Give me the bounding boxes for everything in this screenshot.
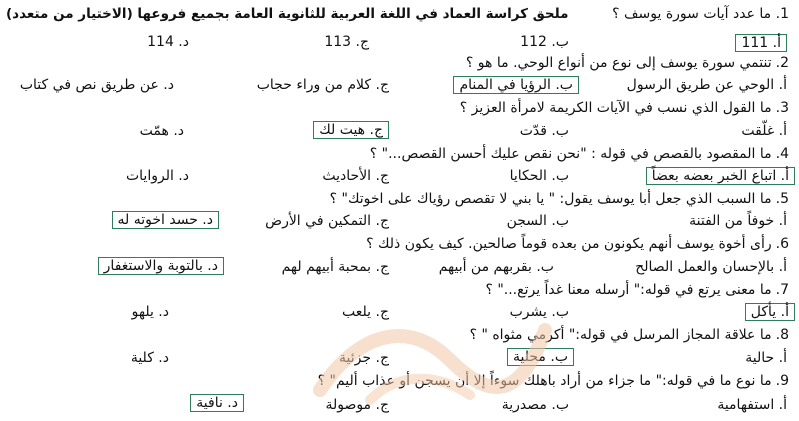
q2-option-d: د. عن طريق نص في كتاب (19, 77, 174, 93)
q6-option-b: ب. بقربهم من أبيهم (438, 259, 554, 275)
q5-option-a: أ. خوفاً من الفتنة (689, 213, 787, 229)
q6-option-d: د. بالتوبة والاستغفار (98, 257, 224, 275)
q8-option-d: د. كلية (130, 350, 169, 366)
q5-option-b: ب. السجن (506, 213, 569, 229)
q1-option-c: ج. 113 (324, 34, 369, 50)
question-3-number: 3. (775, 100, 789, 116)
question-7 (485, 282, 789, 298)
q6-option-a: أ. بالإحسان والعمل الصالح (635, 259, 787, 275)
question-9-number: 9. (775, 373, 789, 389)
q2-option-c: ج. كلام من وراء حجاب (256, 77, 389, 93)
header-row (0, 4, 799, 26)
question-2-number: 2. (775, 55, 789, 71)
q1-option-a: أ. 111 (735, 34, 787, 52)
question-3-text: ما القول الذي نسب في الآيات الكريمة لامرأة العزيز ؟ (459, 100, 772, 116)
q9-option-c: ج. موصولة (325, 397, 389, 413)
question-2 (466, 55, 789, 71)
q1-option-d: د. 114 (147, 34, 189, 50)
question-6-number: 6. (775, 236, 789, 252)
q3-option-a: أ. غلّقت (741, 123, 787, 139)
question-6-text: رأى أخوة يوسف أنهم يكونون من بعده قوماً صالحين. كيف يكون ذلك ؟ (366, 236, 772, 252)
question-9 (318, 373, 789, 389)
q4-option-c: ج. الأحاديث (322, 168, 389, 184)
q9-option-a: أ. استفهامية (717, 397, 787, 413)
q4-option-b: ب. الحكايا (509, 168, 569, 184)
question-2-text: تنتمي سورة يوسف إلى نوع من أنواع الوحي. ما هو ؟ (465, 55, 772, 71)
question-5-number: 5. (775, 191, 789, 207)
q6-option-c: ج. بمحبة أبيهم لهم (281, 259, 389, 275)
question-8-text: ما علاقة المجاز المرسل في قوله:" أكرمي مثواه " ؟ (469, 327, 772, 343)
question-4-text: ما المقصود بالقصص في قوله : "نحن نقص عليك أحسن القصص..." ؟ (369, 146, 772, 162)
question-3 (460, 100, 789, 116)
question-1-text: 1. ما عدد آيات سورة يوسف ؟ (612, 6, 789, 22)
question-9-text: ما نوع ما في قوله:" ما جزاء من أراد باهلك سوءاً إلا أن يسجن أو عذاب أليم" ؟ (317, 373, 772, 389)
q7-option-d: د. يلهو (131, 304, 169, 320)
question-8 (470, 327, 789, 343)
q8-option-b: ب. محلية (507, 348, 574, 366)
q2-option-b: ب. الرؤيا في المنام (453, 76, 579, 94)
q8-option-c: ج. جزئية (339, 350, 389, 366)
question-5 (330, 191, 789, 207)
question-7-text: ما معنى يرتع في قوله:" أرسله معنا غداً يرتع..." ؟ (485, 282, 772, 298)
q2-option-a: أ. الوحي عن طريق الرسول (626, 77, 787, 93)
q4-option-a: أ. اتباع الخبر بعضه بعضاً (646, 167, 795, 185)
q3-option-c: ج. هيت لك (313, 121, 389, 139)
question-6 (366, 236, 789, 252)
question-8-number: 8. (775, 327, 789, 343)
q5-option-c: ج. التمكين في الأرض (265, 213, 389, 229)
q7-option-b: ب. يشرب (509, 304, 569, 320)
q7-option-c: ج. يلعب (342, 304, 389, 320)
q3-option-d: د. همّت (139, 123, 184, 139)
question-7-number: 7. (775, 282, 789, 298)
q1-option-b: ب. 112 (520, 34, 569, 50)
q4-option-d: د. الروايات (125, 168, 189, 184)
q3-option-b: ب. قدّت (519, 123, 569, 139)
question-5-text: ما السبب الذي جعل أبا يوسف يقول: " يا بني لا تقصص رؤياك على اخوتك" ؟ (329, 191, 772, 207)
question-4 (370, 146, 789, 162)
q9-option-d: د. نافية (190, 394, 244, 412)
question-4-number: 4. (775, 146, 789, 162)
q9-option-b: ب. مصدرية (501, 397, 569, 413)
q5-option-d: د. حسد اخوته له (112, 211, 219, 229)
page-title: ملحق كراسة العماد في اللغة العربية للثانوية العامة بجميع فروعها (الاختيار من متعدد) (6, 6, 569, 22)
q7-option-a: أ. يأكل (745, 303, 795, 321)
q8-option-a: أ. حالية (745, 350, 787, 366)
